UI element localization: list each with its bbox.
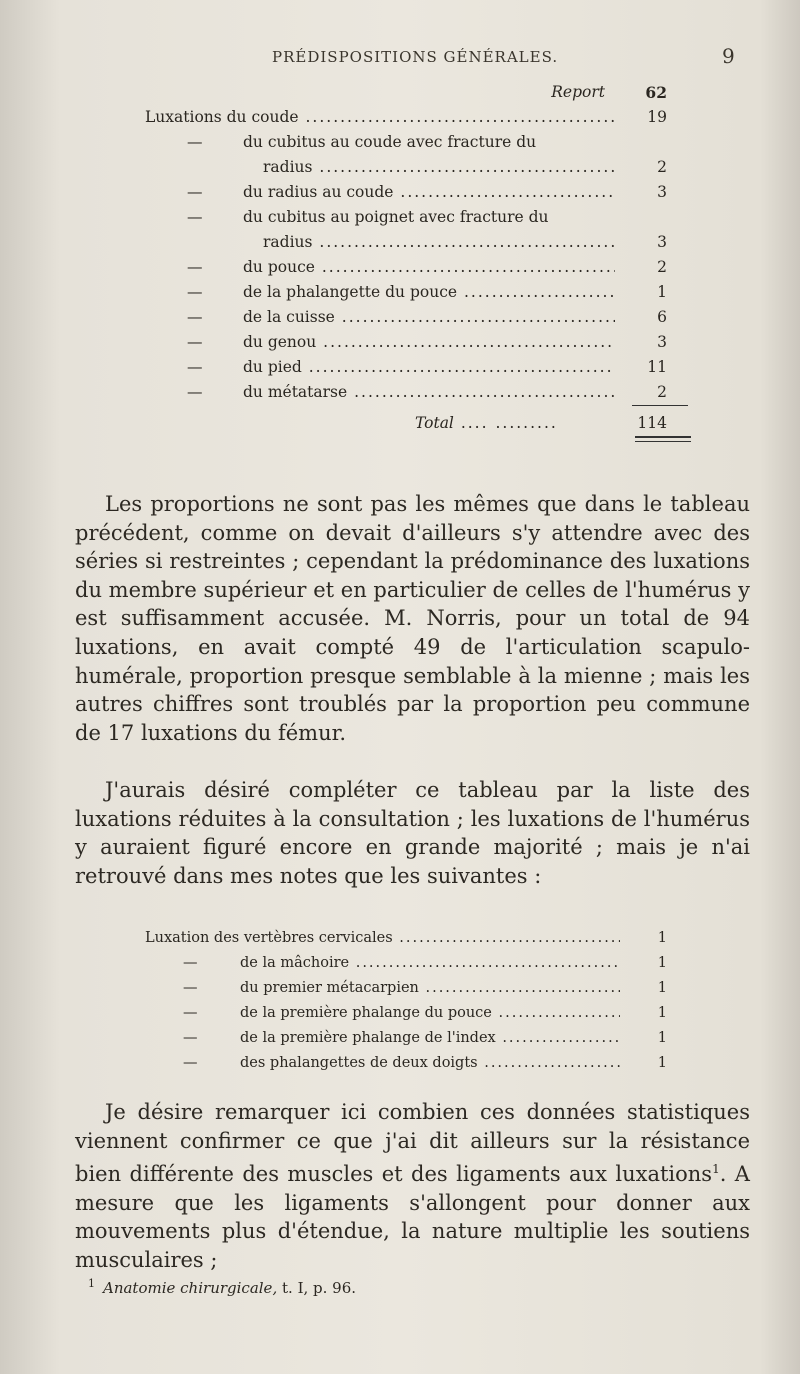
table-row (145, 330, 675, 355)
table-row (145, 130, 675, 155)
row-label: Luxations du coude ..... (145, 105, 615, 130)
table-row (145, 380, 675, 405)
ditto-dash: — (187, 183, 203, 201)
paragraph-3-body: Je désire remarquer ici combien ces données statistiques viennent confirmer ce que j'ai dit ailleurs sur la résistance bien différente des muscles et des ligaments aux luxations (75, 1100, 750, 1187)
ditto-dash: — (187, 308, 203, 326)
table-row (145, 950, 675, 975)
table-row (145, 155, 675, 180)
row-label: radius ..... (263, 155, 615, 180)
paragraph-3-end: . A mesure que les ligaments s'allongent pour donner aux mouvements plus d'étendue, la nature multiplie les soutiens musculaires ; (75, 1162, 750, 1272)
row-label: du pouce ..... (243, 255, 615, 280)
table-row (145, 230, 675, 255)
row-label: de la première phalange de l'index ..... (240, 1025, 620, 1051)
row-label: de la phalangette du pouce ..... (243, 280, 615, 305)
page-header (0, 44, 800, 72)
row-value: 1 (657, 980, 667, 996)
row-label: du radius au coude ..... (243, 180, 615, 205)
row-label: du cubitus au coude avec fracture du (243, 133, 537, 151)
ditto-dash: — (183, 1055, 198, 1071)
row-value: 3 (657, 333, 667, 351)
ditto-dash: — (187, 208, 203, 226)
double-rule (635, 436, 691, 442)
row-value: 1 (657, 955, 667, 971)
row-value: 2 (657, 258, 667, 276)
row-label: Luxation des vertèbres cervicales ..... (145, 925, 620, 951)
footnote-ref: 1 (712, 1162, 720, 1177)
table-row (145, 180, 675, 205)
total-row (145, 411, 675, 436)
row-value: 1 (657, 930, 667, 946)
paragraph-2 (75, 776, 750, 890)
row-label: de la première phalange du pouce ..... (240, 1000, 620, 1026)
row-label: des phalangettes de deux doigts ..... (240, 1050, 620, 1076)
row-value: 11 (647, 358, 667, 376)
total-label: Total .... (415, 411, 558, 436)
row-label: de la cuisse ..... (243, 305, 615, 330)
ditto-dash: — (187, 133, 203, 151)
row-label: du cubitus au poignet avec fracture du (243, 208, 549, 226)
footnote-mark: 1 (88, 1277, 95, 1290)
ditto-dash: — (187, 358, 203, 376)
table-row (145, 1000, 675, 1025)
row-label: de la mâchoire ..... (240, 950, 620, 976)
ditto-dash: — (187, 383, 203, 401)
ditto-dash: — (187, 258, 203, 276)
row-label: du premier métacarpien ..... (240, 975, 620, 1001)
table-row (145, 305, 675, 330)
running-head: PRÉDISPOSITIONS GÉNÉRALES. (272, 48, 559, 66)
ditto-dash: — (183, 1030, 198, 1046)
table-2-rows (145, 925, 675, 1075)
row-label: du genou ..... (243, 330, 615, 355)
luxation-table-1 (145, 80, 675, 442)
paragraph-2-text: J'aurais désiré compléter ce tableau par la liste des luxations réduites à la consultation ; les luxations de l'humérus y auraient figuré encore en grande majorité ; mais je n'ai retrouvé dans mes notes que les suivantes : (75, 778, 750, 888)
paragraph-1 (75, 490, 750, 747)
report-label: Report (551, 83, 605, 101)
paragraph-3 (75, 1098, 750, 1275)
table-row (145, 1025, 675, 1050)
row-value: 3 (657, 183, 667, 201)
table-row (145, 280, 675, 305)
ditto-dash: — (183, 955, 198, 971)
table-1-rows (145, 105, 675, 405)
table-row (145, 205, 675, 230)
ditto-dash: — (187, 333, 203, 351)
paragraph-3-text (75, 1098, 750, 1275)
table-row (145, 925, 675, 950)
table-row (145, 105, 675, 130)
luxation-table-2 (145, 925, 675, 1075)
total-rule (632, 405, 688, 406)
ditto-dash: — (183, 1005, 198, 1021)
row-value: 6 (657, 308, 667, 326)
row-value: 2 (657, 383, 667, 401)
row-label: radius ..... (263, 230, 615, 255)
table-row (145, 255, 675, 280)
footnote (88, 1277, 356, 1297)
report-value: 62 (645, 83, 667, 102)
table-row (145, 975, 675, 1000)
row-value: 1 (657, 1005, 667, 1021)
ditto-dash: — (183, 980, 198, 996)
table-row (145, 1050, 675, 1075)
row-value: 3 (657, 233, 667, 251)
total-value: 114 (637, 414, 667, 432)
report-row (145, 80, 675, 105)
row-value: 2 (657, 158, 667, 176)
ditto-dash: — (187, 283, 203, 301)
row-label: du métatarse ..... (243, 380, 615, 405)
row-value: 1 (657, 1055, 667, 1071)
row-label: du pied ..... (243, 355, 615, 380)
row-value: 1 (657, 283, 667, 301)
row-value: 1 (657, 1030, 667, 1046)
paragraph-1-text: Les proportions ne sont pas les mêmes que dans le tableau précédent, comme on devait d'ailleurs s'y attendre avec des séries si restreintes ; cependant la prédominance des luxations du membre supérieur et en particulier de celles de l'humérus y est suffisamment accusée. M. Norris, pour un total de 94 luxations, en avait compté 49 de l'articulation scapulo-humérale, proportion presque semblable à la mienne ; mais les autres chiffres sont troublés par la proportion peu commune de 17 luxations du fémur. (75, 492, 750, 745)
page-number: 9 (722, 44, 735, 68)
row-value: 19 (647, 108, 667, 126)
table-row (145, 355, 675, 380)
footnote-rest: t. I, p. 96. (282, 1279, 357, 1297)
footnote-title: Anatomie chirurgicale, (103, 1279, 278, 1297)
